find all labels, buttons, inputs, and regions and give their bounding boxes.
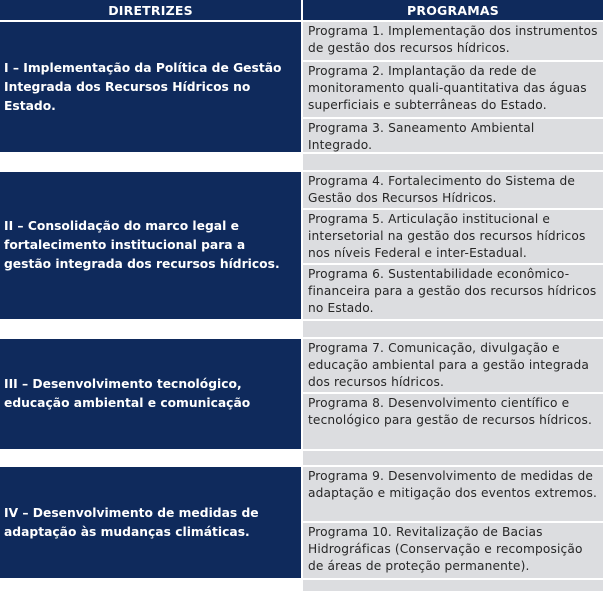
programa-spacer [303,154,603,170]
diretriz-spacer [0,580,301,591]
diretriz-3 [0,339,301,449]
diretriz-spacer [0,321,301,337]
diretriz-4 [0,467,301,578]
programa-6: Programa 6. Sustentabilidade econômico-financeira para a gestão dos recursos hídricos no Estado. [303,265,603,319]
diretriz-spacer [0,451,301,465]
programa-9: Programa 9. Desenvolvimento de medidas de adaptação e mitigação dos eventos extremos. [303,467,603,521]
programa-5: Programa 5. Articulação institucional e intersetorial na gestão dos recursos hídricos nos níveis Federal e inter-Estadual. [303,210,603,263]
diretriz-1-label: I – Implementação da Política de Gestão Integrada dos Recursos Hídricos no Estado. [4,60,282,113]
programa-spacer [303,321,603,337]
programa-2: Programa 2. Implantação da rede de monitoramento quali-quantitativa das águas superficiais e subterrâneas do Estado. [303,62,603,117]
diretriz-1 [0,22,301,152]
programa-8: Programa 8. Desenvolvimento científico e tecnológico para gestão de recursos hídricos. [303,394,603,449]
programa-1: Programa 1. Implementação dos instrumentos de gestão dos recursos hídricos. [303,22,603,60]
diretriz-4-label: IV – Desenvolvimento de medidas de adaptação às mudanças climáticas. [4,505,259,539]
programa-7: Programa 7. Comunicação, divulgação e educação ambiental para a gestão integrada dos recursos hídricos. [303,339,603,392]
diretriz-spacer [0,154,301,170]
diretriz-2 [0,172,301,319]
programa-spacer [303,451,603,465]
programa-10: Programa 10. Revitalização de Bacias Hidrográficas (Conservação e recomposição de áreas de proteção permanente). [303,523,603,578]
diretriz-3-label: III – Desenvolvimento tecnológico, educação ambiental e comunicação [4,377,251,410]
diretriz-2-label: II – Consolidação do marco legal e fortalecimento institucional para a gestão integrada dos recursos hídricos. [4,219,280,271]
programa-spacer [303,580,603,591]
programa-4: Programa 4. Fortalecimento do Sistema de Gestão dos Recursos Hídricos. [303,172,603,208]
header-programas: PROGRAMAS [303,0,603,20]
header-diretrizes: DIRETRIZES [0,0,301,20]
programa-3: Programa 3. Saneamento Ambiental Integrado. [303,119,603,152]
